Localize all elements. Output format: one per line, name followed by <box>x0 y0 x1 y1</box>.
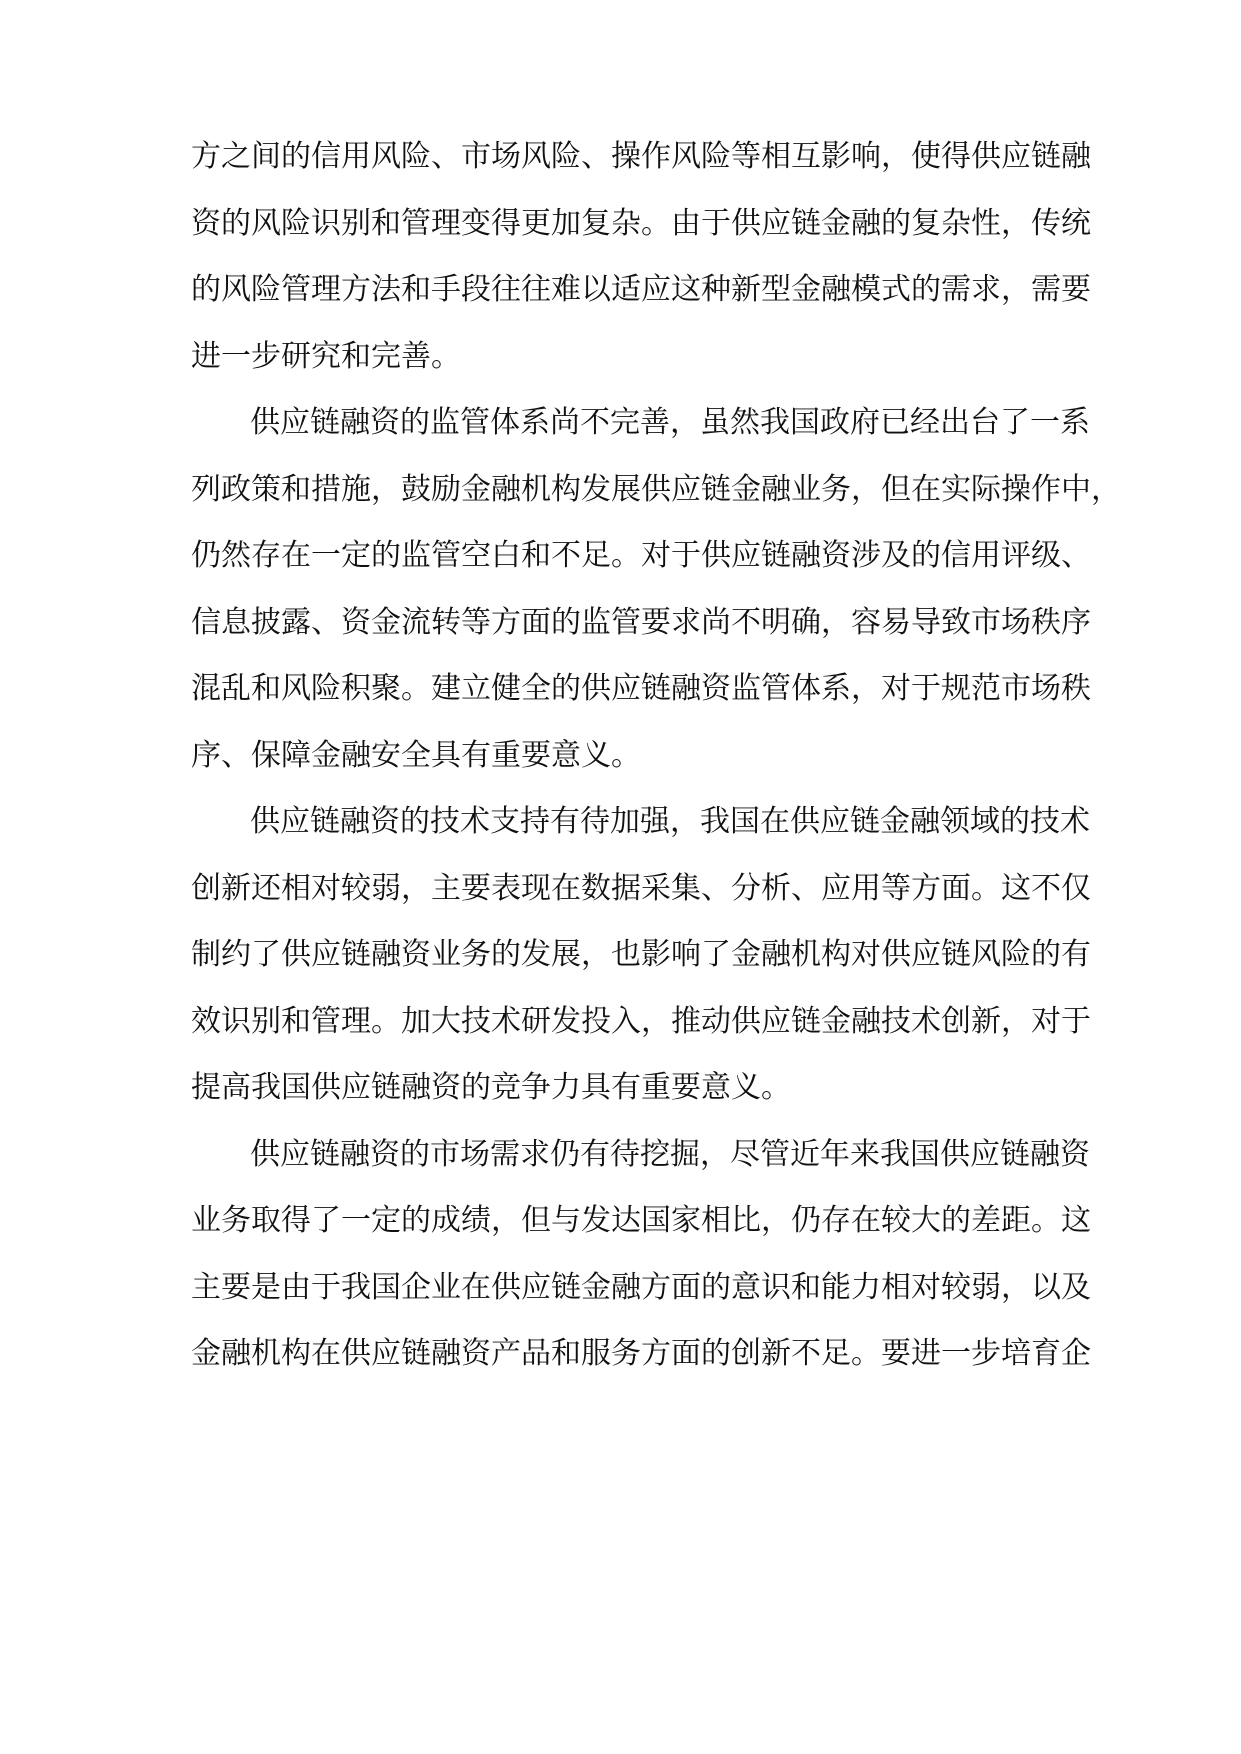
text-line: 信息披露、资金流转等方面的监管要求尚不明确，容易导致市场秩序 <box>191 605 1091 640</box>
paragraph-first-line: 供应链融资的市场需求仍有待挖掘，尽管近年来我国供应链融资 <box>250 1137 1090 1172</box>
text-line: 效识别和管理。加大技术研发投入，推动供应链金融技术创新，对于 <box>191 1004 1091 1039</box>
text-line: 列政策和措施，鼓励金融机构发展供应链金融业务，但在实际操作中， <box>191 472 1121 507</box>
text-line: 金融机构在供应链融资产品和服务方面的创新不足。要进一步培育企 <box>191 1336 1091 1371</box>
text-line: 提高我国供应链融资的竞争力具有重要意义。 <box>191 1070 791 1105</box>
text-line: 仍然存在一定的监管空白和不足。对于供应链融资涉及的信用评级、 <box>191 538 1091 573</box>
text-line: 混乱和风险积聚。建立健全的供应链融资监管体系，对于规范市场秩 <box>191 671 1091 706</box>
paragraph-first-line: 供应链融资的监管体系尚不完善，虽然我国政府已经出台了一系 <box>250 405 1090 440</box>
text-line: 业务取得了一定的成绩，但与发达国家相比，仍存在较大的差距。这 <box>191 1203 1091 1238</box>
text-line: 资的风险识别和管理变得更加复杂。由于供应链金融的复杂性，传统 <box>191 206 1091 241</box>
text-line: 序、保障金融安全具有重要意义。 <box>191 738 641 773</box>
text-line: 进一步研究和完善。 <box>191 339 461 374</box>
text-line: 主要是由于我国企业在供应链金融方面的意识和能力相对较弱，以及 <box>191 1270 1091 1305</box>
text-line: 制约了供应链融资业务的发展，也影响了金融机构对供应链风险的有 <box>191 937 1091 972</box>
paragraph-first-line: 供应链融资的技术支持有待加强，我国在供应链金融领域的技术 <box>250 804 1090 839</box>
text-line: 方之间的信用风险、市场风险、操作风险等相互影响，使得供应链融 <box>191 139 1091 174</box>
text-line: 创新还相对较弱，主要表现在数据采集、分析、应用等方面。这不仅 <box>191 871 1091 906</box>
text-line: 的风险管理方法和手段往往难以适应这种新型金融模式的需求，需要 <box>191 272 1091 307</box>
